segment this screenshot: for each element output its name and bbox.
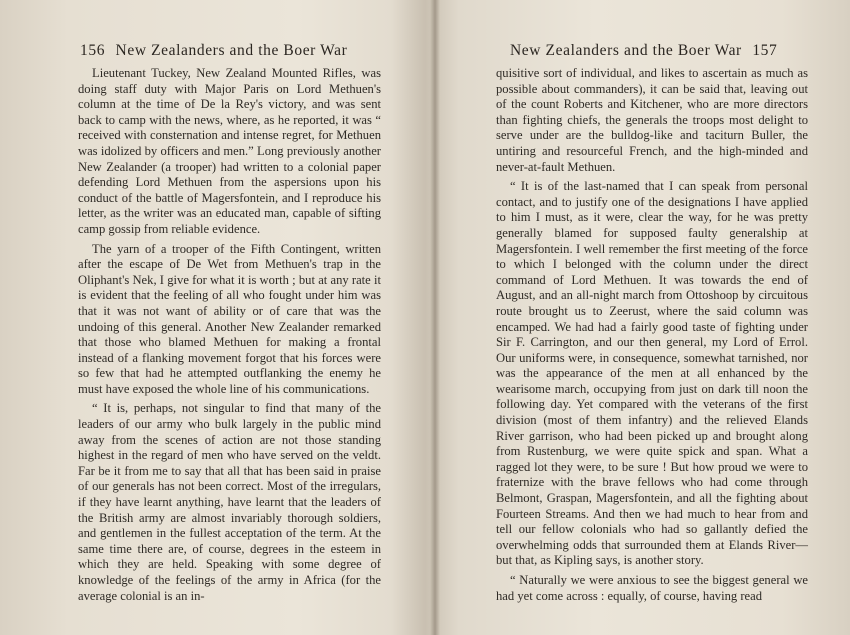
left-page-number: 156 [80, 42, 106, 59]
right-page-number: 157 [752, 42, 778, 59]
left-running-title: New Zealanders and the Boer War [115, 42, 348, 59]
right-running-title: New Zealanders and the Boer War [510, 42, 742, 59]
left-running-head [80, 42, 347, 62]
left-paragraph-3: “ It is, perhaps, not singular to find that many of the leaders of our army who bulk largely in the public mind away from the scenes of action are not those standing highest in the regard of men who have served on the veldt. Far be it from me to say that all that has been said in praise of our generals has not been correct. Most of the irregulars, if they have learnt anything, have learnt that the leaders of the British army are almost invariably thorough soldiers, and gentlemen in the fullest acceptation of the term. At the same time there are, of course, degrees in the esteem in which they are held. Speaking with some degree of knowledge of the feelings of the army in Africa (for the average colonial is an in- [78, 401, 381, 603]
left-paragraph-2: The yarn of a trooper of the Fifth Contingent, written after the escape of De Wet from Methuen's trap in the Oliphant's Nek, I give for what it is worth ; but at any rate it is evident that the feeling of all who fought under him was that it was not want of ability or of care that was the undoing of this general. Another New Zealander remarked that those who blamed Methuen for making a frontal instead of a flanking movement forgot that his forces were so few that had he attempted outflanking the enemy he must have exposed the whole line of his communications. [78, 241, 381, 396]
right-running-head [510, 42, 777, 62]
right-page [440, 0, 850, 635]
left-paragraph-1: Lieutenant Tuckey, New Zealand Mounted Rifles, was doing staff duty with Major Paris on Lord Methuen's column at the time of De la Rey's victory, and was sent back to camp with the news, where, as he reported, it was “ received with consternation and intense regret, for Methuen was idolized by officers and men.” Long previously another New Zealander (a trooper) had written to a colonial paper defending Lord Methuen from the aspersions upon his conduct of the battle of Magersfontein, and I reproduce his letter, as the writer was an educated man, capable of sifting camp gossip from reliable evidence. [78, 66, 381, 236]
left-body-text [78, 66, 381, 608]
right-body-text [496, 66, 808, 608]
book-gutter [430, 0, 440, 635]
right-paragraph-1: quisitive sort of individual, and likes to ascertain as much as possible about commanders), it can be said that, leaving out of the count Roberts and Kitchener, who are more directors than fighting chiefs, the generals the troops most delight to serve under are the bulldog-like and taciturn Buller, the untiring and resourceful French, and the high-minded and never-at-fault Methuen. [496, 66, 808, 174]
right-paragraph-2: “ It is of the last-named that I can speak from personal contact, and to justify one of the designations I have applied to him I must, as it were, clear the way, for he was pretty generally blamed for supposed faulty generalship at Magersfontein. I well remember the first meeting of the force to which I belonged with the column under the direct command of Lord Methuen. It was towards the end of August, and an all-night march from Ottoshoop by circuitous route brought us to Zeerust, where the said column was encamped. We had had a fairly good taste of fighting under Sir F. Carrington, and our then general, my Lord of Errol. Our uniforms were, in consequence, somewhat tarnished, nor was the appearance of the men at all enhanced by the wearisome march, occupying from just on dark till noon the following day. Yet compared with the veterans of the first division (most of them infantry) and the relieved Elands River garrison, who had been picked up and brought along from Rustenburg, we were quite spick and span. What a ragged lot they were, to be sure ! But how proud we were to fraternize with the brave fellows who had come through Belmont, Graspan, Magersfontein, and all the fighting about Fourteen Streams. And then we had much to hear from and tell our fellow colonials who had so gallantly defied the overwhelming odds that surrounded them at Elands River—but that, as Kipling says, is another story. [496, 179, 808, 568]
right-paragraph-3: “ Naturally we were anxious to see the biggest general we had yet come across : equally, of course, having read [496, 573, 808, 603]
